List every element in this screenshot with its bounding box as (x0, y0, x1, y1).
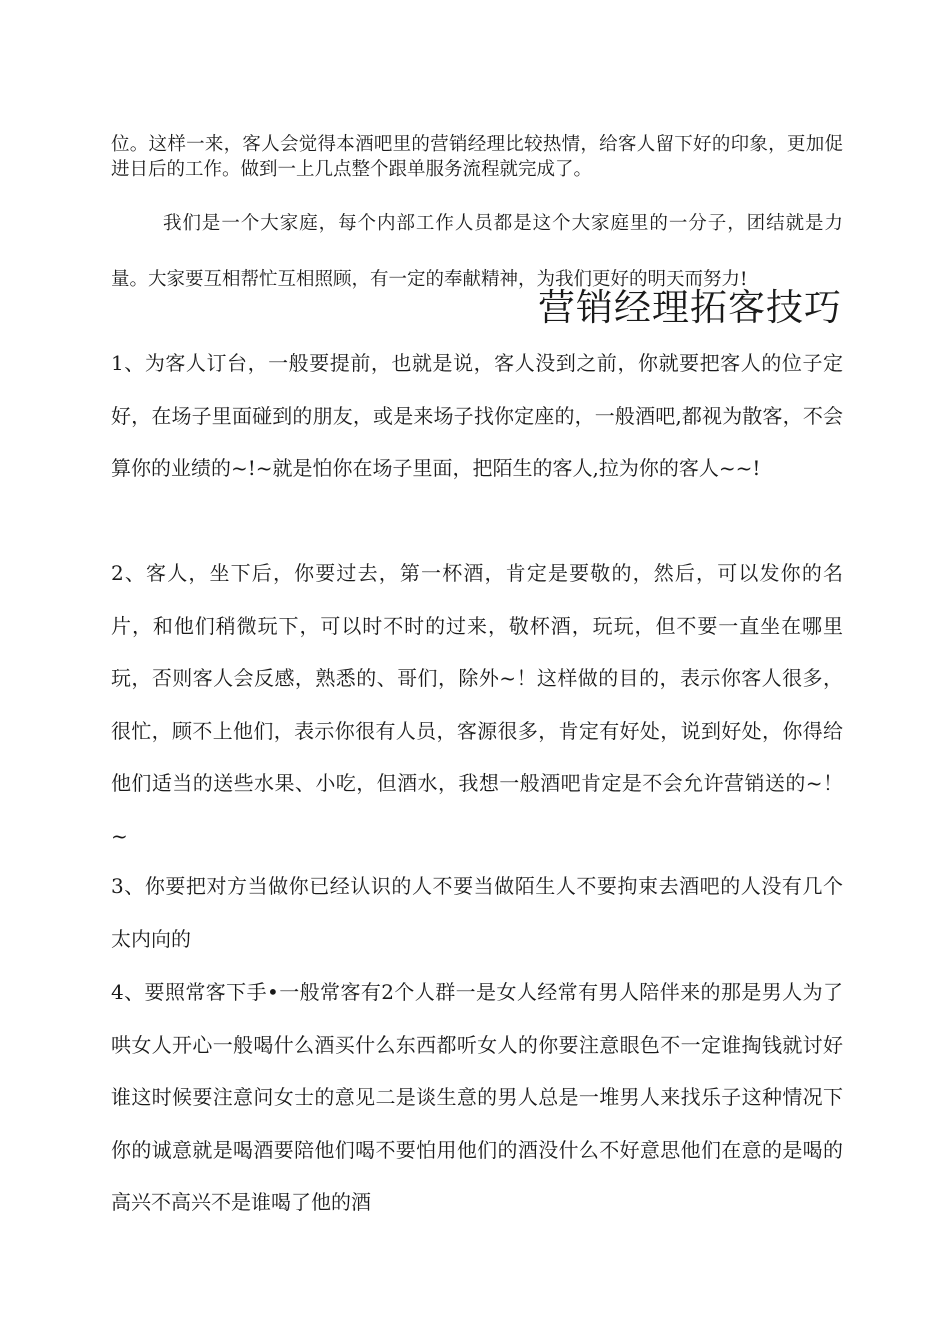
tip-paragraph-2: 2、客人，坐下后，你要过去，第一杯酒，肯定是要敬的，然后，可以发你的名片，和他们稍微玩下，可以时不时的过来，敬杯酒，玩玩，但不要一直坐在哪里玩，否则客人会反感，熟悉的、哥们，除外~！这样做的目的，表示你客人很多，很忙，顾不上他们，表示你很有人员，客源很多，肯定有好处，说到好处，你得给他们适当的送些水果、小吃，但酒水，我想一般酒吧肯定是不会允许营销送的~！~ (111, 561, 843, 848)
team-spirit-paragraph: 我们是一个大家庭，每个内部工作人员都是这个大家庭里的一分子，团结就是力量。大家要互相帮忙互相照顾，有一定的奉献精神，为我们更好的明天而努力! (111, 213, 843, 290)
section-heading: 营销经理拓客技巧 (538, 286, 842, 329)
intro-paragraph: 位。这样一来，客人会觉得本酒吧里的营销经理比较热情，给客人留下好的印象，更加促进日后的工作。做到一上几点整个跟单服务流程就完成了。 (111, 134, 843, 180)
tip-paragraph-1: 1、为客人订台，一般要提前，也就是说，客人没到之前，你就要把客人的位子定好，在场子里面碰到的朋友，或是来场子找你定座的，一般酒吧,都视为散客，不会算你的业绩的~!~就是怕你在场子里面，把陌生的客人,拉为你的客人~~! (111, 351, 843, 480)
tip-paragraph-3: 3、你要把对方当做你已经认识的人不要当做陌生人不要拘束去酒吧的人没有几个太内向的 (111, 874, 843, 951)
tip-paragraph-4: 4、要照常客下手•一般常客有2个人群一是女人经常有男人陪伴来的那是男人为了哄女人开心一般喝什么酒买什么东西都听女人的你要注意眼色不一定谁掏钱就讨好谁这时候要注意问女士的意见二是谈生意的男人总是一堆男人来找乐子这种情况下你的诚意就是喝酒要陪他们喝不要怕用他们的酒没什么不好意思他们在意的是喝的高兴不高兴不是谁喝了他的酒 (111, 980, 843, 1214)
